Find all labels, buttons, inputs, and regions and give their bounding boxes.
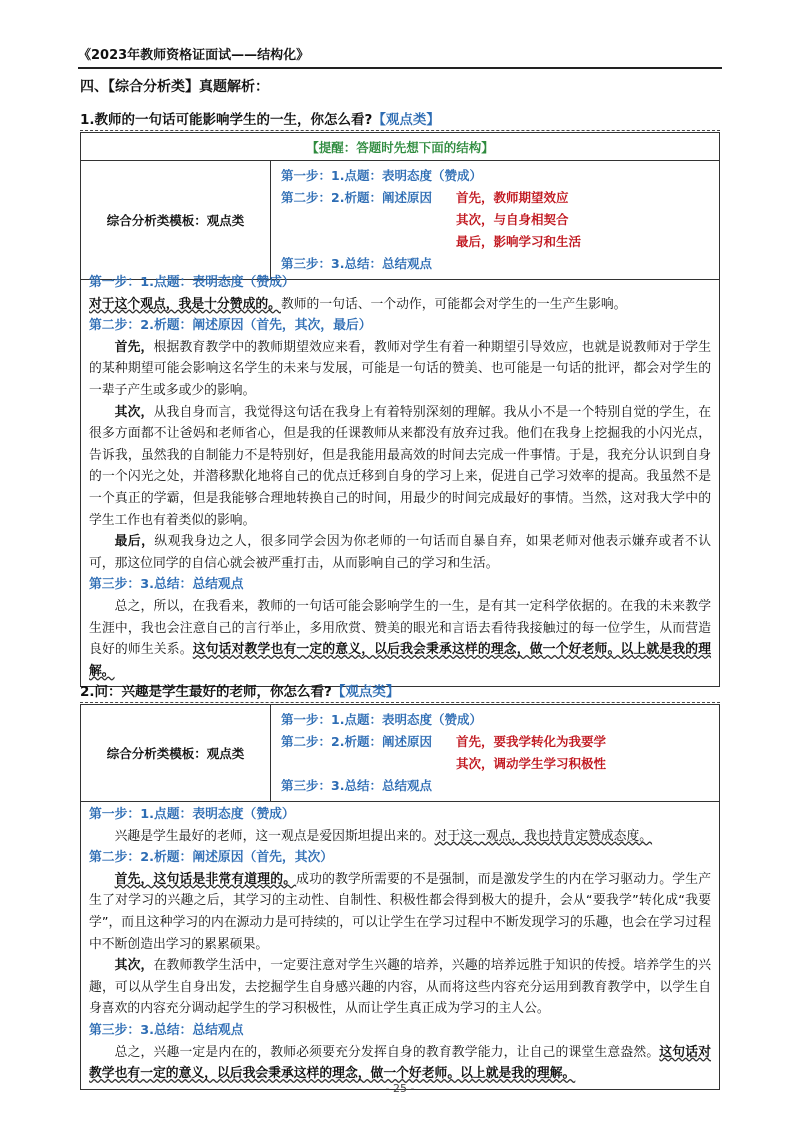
answer-text: 在教师教学生活中，一定要注意对学生兴趣的培养，兴趣的培养远胜于知识的传授。培养学生的兴趣，可以从学生自身出发，去挖掘学生自身感兴趣的内容，从而将这些内容充分运用到教育教学中，以学生自身喜欢的内容充分调动起学生的学习积极性，从而让学生真正成为学习的主人公。 — [89, 958, 712, 1017]
answer-emphasis: 这句话对教学也有一定的意义，以后我会秉承这样的理念，做一个好老师。以上就是我的理解。 — [89, 1044, 712, 1082]
answer-step-1: 第一步：1.点题：表明态度（赞成） — [89, 807, 295, 822]
answer-emphasis: 其次， — [114, 958, 154, 974]
answer-text: 从我自身而言，我觉得这句话在我身上有着特别深刻的理解。我从小不是一个特别自觉的学生，在很多方面都不让爸妈和老师省心，但是我的任课教师从来都没有放弃过我。他们在我身上挖掘我的小闪光点，告诉我，虽然我的自制能力不是特别好，但是我能用最高效的时间去完成一件事情。于是，我充分认识到自身的一个闪光之处，并潜移默化地将自己的优点迁移到自身的学习上来，促进自己学习效率的提高。我虽然不是一个真正的学霸，但是我能够合理地转换自己的时间，用最少的时间完成最好的事情。当然，这对我大学中的学生工作也有着类似的影响。 — [89, 404, 712, 528]
question-1-title — [80, 108, 720, 131]
answer-paragraph — [89, 955, 711, 1020]
template-reason-3: 最后，影响学习和生活 — [456, 234, 582, 249]
answer-paragraph — [89, 531, 711, 574]
reminder-text: 【提醒：答题时先想下面的结构】 — [81, 133, 720, 161]
question-2-template-table — [80, 704, 720, 802]
template-step-2: 第二步：2.析题：阐述原因 — [281, 190, 432, 205]
answer-emphasis: 对于这个观点，我是十分赞成的。 — [89, 296, 281, 312]
question-2-answer — [80, 802, 720, 1090]
answer-paragraph — [89, 294, 711, 316]
template-steps — [271, 705, 720, 802]
question-1-answer — [80, 270, 720, 687]
template-reason-2: 其次，与自身相契合 — [456, 212, 569, 227]
question-2-text: 2.问：兴趣是学生最好的老师，你怎么看? — [80, 684, 332, 700]
template-reason-1: 首先，要我学转化为我要学 — [456, 734, 607, 749]
template-step-2: 第二步：2.析题：阐述原因 — [281, 734, 432, 749]
answer-step-3: 第三步：3.总结：总结观点 — [89, 1022, 244, 1038]
question-1-template-table — [80, 132, 720, 280]
answer-paragraph — [89, 337, 711, 402]
template-reason-1: 首先，教师期望效应 — [456, 190, 569, 205]
answer-emphasis: 首先， — [114, 339, 154, 355]
question-2-title — [80, 680, 720, 703]
document-header: 《2023年教师资格证面试——结构化》 — [78, 44, 722, 69]
answer-emphasis: 对于这一观点，我也持肯定赞成态度。 — [434, 828, 653, 844]
answer-emphasis: 其次， — [114, 404, 154, 420]
template-reason-2: 其次，调动学生学习积极性 — [456, 756, 607, 771]
answer-text: 成功的教学所需要的不是强制，而是激发学生的内在学习驱动力。学生产生了对学习的兴趣之后，其学习的主动性、自制性、积极性都会得到极大的提升，会从“要我学”转化成“我要学”，而且这种学习的内在源动力是可持续的，可以让学生在学习过程中不断发现学习的乐趣，也会在学习过程中不断创造出学习的累累硕果。 — [89, 871, 712, 952]
answer-text: 总之，所以，在我看来，教师的一句话可能会影响学生的一生，是有其一定科学依据的。在我的未来教学生涯中，我也会注意自己的言行举止，多用欣赏、赞美的眼光和言语去看待我接触过的每一位学生，从而营造良好的师生关系。 — [89, 598, 711, 658]
answer-step-2: 第二步：2.析题：阐述原因（首先，其次） — [89, 850, 334, 866]
template-label: 综合分析类模板：观点类 — [81, 705, 271, 802]
question-1-tag: 【观点类】 — [372, 112, 440, 128]
template-step-3: 第三步：3.总结：总结观点 — [281, 778, 432, 793]
answer-emphasis: 这句话对教学也有一定的意义，以后我会秉承这样的理念，做一个好老师。以上就是我的理解。 — [89, 642, 712, 679]
answer-emphasis: 最后， — [114, 534, 155, 550]
answer-paragraph — [89, 402, 711, 532]
section-title: 四、【综合分析类】真题解析： — [80, 79, 269, 95]
answer-paragraph — [89, 596, 711, 682]
template-step-1: 第一步：1.点题：表明态度（赞成） — [281, 712, 482, 727]
answer-text: 教师的一句话、一个动作，可能都会对学生的一生产生影响。 — [280, 296, 627, 312]
answer-step-3: 第三步：3.总结：总结观点 — [89, 577, 244, 593]
page-number: - 25 - — [385, 1082, 415, 1095]
answer-paragraph — [89, 1042, 711, 1085]
question-1-text: 1.教师的一句话可能影响学生的一生，你怎么看? — [80, 112, 373, 128]
template-label: 综合分析类模板：观点类 — [81, 161, 271, 280]
answer-emphasis: 首先，这句话是非常有道理的。 — [114, 871, 297, 887]
template-steps — [271, 161, 720, 280]
answer-text: 兴趣是学生最好的老师，这一观点是爱因斯坦提出来的。 — [114, 828, 435, 844]
answer-paragraph — [89, 869, 711, 955]
template-step-3: 第三步：3.总结：总结观点 — [281, 256, 432, 271]
answer-step-2: 第二步：2.析题：阐述原因（首先，其次，最后） — [89, 318, 372, 334]
answer-text: 纵观我身边之人，很多同学会因为你老师的一句话而自暴自弃，如果老师对他表示嫌弃或者不认可，那这位同学的自信心就会被严重打击，从而影响自己的学习和生活。 — [89, 534, 712, 571]
question-2-tag: 【观点类】 — [331, 684, 400, 700]
answer-text: 总之，兴趣一定是内在的，教师必须要充分发挥自身的教育教学能力，让自己的课堂生意盎然。 — [114, 1044, 660, 1060]
template-step-1: 第一步：1.点题：表明态度（赞成） — [281, 168, 482, 183]
answer-text: 根据教育教学中的教师期望效应来看，教师对学生有着一种期望引导效应，也就是说教师对于学生的某种期望可能会影响这名学生的未来与发展，可能是一句话的赞美、也可能是一句话的批评，都会对学生的一辈子产生或多或少的影响。 — [89, 339, 712, 398]
answer-step-1: 第一步：1.点题：表明态度（赞成） — [89, 275, 295, 290]
answer-paragraph — [89, 826, 711, 848]
